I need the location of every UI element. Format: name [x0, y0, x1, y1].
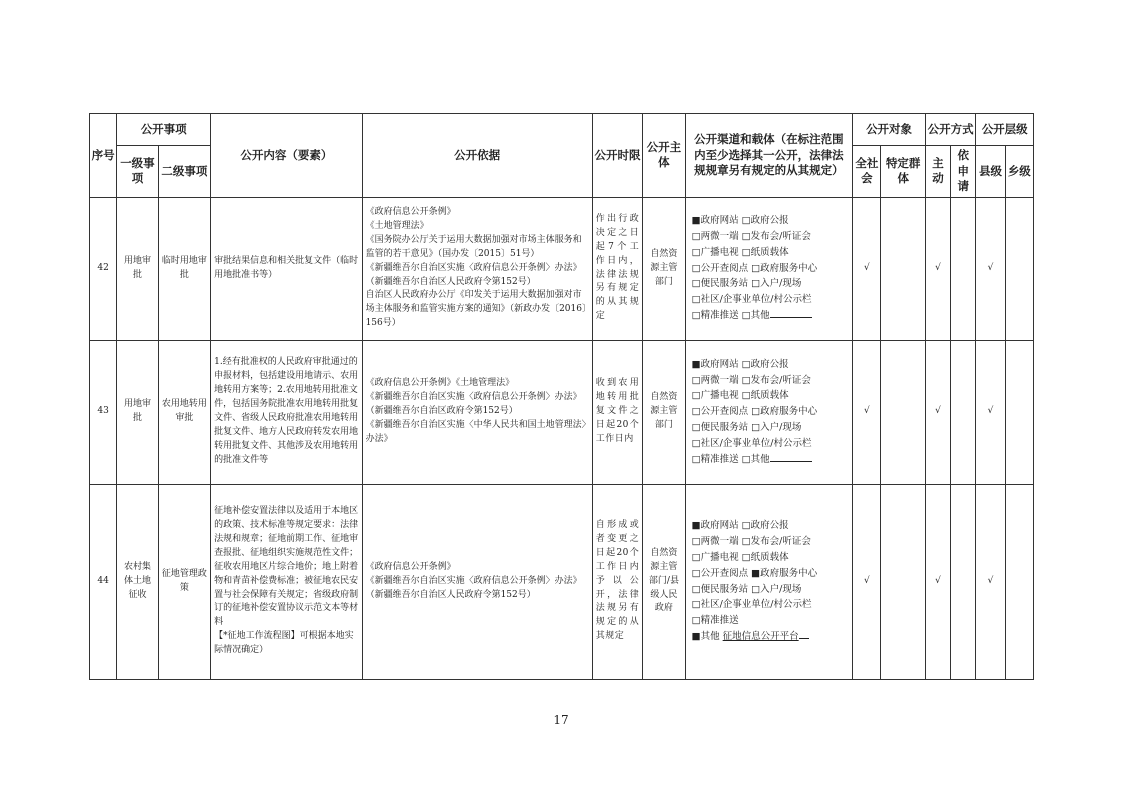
table-row [90, 197, 1034, 340]
header-method: 公开方式 [925, 114, 975, 146]
header-audience: 公开对象 [853, 114, 926, 146]
channel-option[interactable]: □便民服务站 [691, 583, 749, 595]
row-township [1005, 484, 1033, 679]
channel-option[interactable]: □精准推送 [691, 615, 739, 627]
row-level1: 用地审批 [117, 340, 158, 484]
channel-option[interactable]: □其他 [741, 310, 770, 322]
channel-line [692, 213, 847, 229]
channel-option[interactable]: □政府公报 [741, 358, 789, 370]
channel-line [692, 357, 847, 373]
channel-line [692, 629, 847, 645]
channel-option[interactable]: □纸质载体 [741, 246, 789, 258]
row-subject: 自然资源主管部门/县级人民政府 [643, 484, 685, 679]
row-time-limit: 作出行政决定之日起7个工作日内，法律法规另有规定的从其规定 [592, 197, 642, 340]
header-subject: 公开主体 [643, 114, 685, 198]
channel-option[interactable]: ■政府服务中心 [751, 567, 818, 579]
channel-option[interactable]: □精准推送 [691, 310, 739, 322]
header-level2: 二级事项 [158, 146, 211, 198]
channel-option[interactable]: □其他 [741, 453, 770, 465]
channel-option[interactable]: □入户/现场 [751, 421, 802, 433]
header-specific-group: 特定群体 [881, 146, 925, 198]
channel-line [692, 613, 847, 629]
row-specific-group [881, 340, 925, 484]
channel-option[interactable]: □入户/现场 [751, 278, 802, 290]
channel-option[interactable]: □社区/企事业单位/村公示栏 [691, 294, 812, 306]
channel-option[interactable]: □精准推送 [691, 453, 739, 465]
channel-line [692, 582, 847, 598]
header-channel: 公开渠道和载体（在标注范围内至少选择其一公开，法律法规规章另有规定的从其规定） [685, 114, 853, 198]
channel-option[interactable]: □纸质载体 [741, 390, 789, 402]
row-basis: 《政府信息公开条例》 《新疆维吾尔自治区实施〈政府信息公开条例〉办法》（新疆维吾尔自治区人民政府令第152号） [362, 484, 592, 679]
channel-option[interactable]: □政府公报 [741, 520, 789, 532]
row-level1: 农村集体土地征收 [117, 484, 158, 679]
header-county: 县级 [976, 146, 1005, 198]
other-channel-text: 征地信息公开平台 [722, 630, 799, 642]
channel-option[interactable]: ■政府网站 [691, 215, 739, 227]
channel-option[interactable]: □发布会/听证会 [741, 231, 811, 243]
channel-line [692, 436, 847, 452]
row-channels [685, 484, 853, 679]
channel-option[interactable]: □广播电视 [691, 390, 739, 402]
header-basis: 公开依据 [362, 114, 592, 198]
channel-line [692, 566, 847, 582]
row-content: 征地补偿安置法律以及适用于本地区的政策、技术标准等规定要求：法律法规和规章；征地前期工作、征地审查报批、征地组织实施规范性文件；征收农用地区片综合地价；地上附着物和青苗补偿费标准；被征地农民安置与社会保障有关规定；省级政府制订的征地补偿安置协议示范文本等材料 【*征地工作流程图】可根据本地实际情况确定） [211, 484, 362, 679]
row-on-request [951, 340, 976, 484]
channel-line [692, 518, 847, 534]
channel-option[interactable]: ■政府网站 [691, 520, 739, 532]
channel-option[interactable]: □纸质载体 [741, 551, 789, 563]
row-seq: 42 [90, 197, 117, 340]
row-active: √ [925, 340, 950, 484]
channel-line [692, 276, 847, 292]
row-time-limit: 收到农用地转用批复文件之日起20个工作日内 [592, 340, 642, 484]
channel-line [692, 292, 847, 308]
table-row [90, 340, 1034, 484]
row-active: √ [925, 484, 950, 679]
channel-line [692, 534, 847, 550]
row-township [1005, 197, 1033, 340]
row-seq: 43 [90, 340, 117, 484]
channel-option[interactable]: □公开查阅点 [691, 567, 749, 579]
channel-option[interactable]: □政府服务中心 [751, 406, 818, 418]
channel-option[interactable]: □公开查阅点 [691, 262, 749, 274]
channel-option[interactable]: □社区/企事业单位/村公示栏 [691, 437, 812, 449]
header-township: 乡级 [1005, 146, 1033, 198]
channel-option[interactable]: ■其他 [691, 630, 720, 642]
row-specific-group [881, 197, 925, 340]
row-subject: 自然资源主管部门 [643, 197, 685, 340]
row-all-society: √ [853, 340, 881, 484]
channel-line [692, 261, 847, 277]
row-specific-group [881, 484, 925, 679]
row-time-limit: 自形成或者变更之日起20个工作日内予以公开，法律法规另有规定的从其规定 [592, 484, 642, 679]
channel-option[interactable]: ■政府网站 [691, 358, 739, 370]
header-seq: 序号 [90, 114, 117, 198]
channel-line [692, 308, 847, 324]
channel-option[interactable]: □政府公报 [741, 215, 789, 227]
channel-line [692, 452, 847, 468]
row-on-request [951, 484, 976, 679]
row-all-society: √ [853, 484, 881, 679]
row-county: √ [976, 197, 1005, 340]
row-county: √ [976, 340, 1005, 484]
row-level1: 用地审批 [117, 197, 158, 340]
row-content: 1.经有批准权的人民政府审批通过的申报材料，包括建设用地请示、农用地转用方案等；2.农用地转用批准文件，包括国务院批准农用地转用批复文件、省级人民政府批准农用地转用批复文件、地方人民政府转发农用地转用批复文件、其他涉及农用地转用的批准文件等 [211, 340, 362, 484]
table-body [90, 197, 1034, 679]
other-blank-line [799, 629, 809, 639]
header-level1: 一级事项 [117, 146, 158, 198]
channel-option[interactable]: □两微一端 [691, 374, 739, 386]
header-all-society: 全社会 [853, 146, 881, 198]
channel-line [692, 404, 847, 420]
other-blank-line [770, 452, 812, 462]
row-all-society: √ [853, 197, 881, 340]
table-row [90, 484, 1034, 679]
row-seq: 44 [90, 484, 117, 679]
channel-line [692, 245, 847, 261]
channel-option[interactable]: □发布会/听证会 [741, 536, 811, 548]
channel-option[interactable]: □便民服务站 [691, 278, 749, 290]
channel-option[interactable]: □发布会/听证会 [741, 374, 811, 386]
header-content: 公开内容（要素） [211, 114, 362, 198]
channel-line [692, 597, 847, 613]
header-active: 主动 [925, 146, 950, 198]
channel-line [692, 373, 847, 389]
header-level: 公开层级 [976, 114, 1034, 146]
row-channels [685, 340, 853, 484]
channel-line [692, 229, 847, 245]
row-township [1005, 340, 1033, 484]
disclosure-table [89, 113, 1034, 680]
row-level2: 临时用地审批 [158, 197, 211, 340]
row-level2: 农用地转用审批 [158, 340, 211, 484]
row-basis: 《政府信息公开条例》 《土地管理法》 《国务院办公厅关于运用大数据加强对市场主体服务和监管的若干意见》（国办发〔2015〕51号） 《新疆维吾尔自治区实施〈政府信息公开条例〉办法》（新疆维吾尔自治区人民政府令第152号） 自治区人民政府办公厅《印发关于运用大数据加强对市场主体服务和监管实施方案的通知》（新政办发〔2016〕156号） [362, 197, 592, 340]
row-on-request [951, 197, 976, 340]
row-subject: 自然资源主管部门 [643, 340, 685, 484]
channel-option[interactable]: □广播电视 [691, 246, 739, 258]
row-channels [685, 197, 853, 340]
row-content: 审批结果信息和相关批复文件（临时用地批准书等） [211, 197, 362, 340]
channel-option[interactable]: □入户/现场 [751, 583, 802, 595]
other-blank-line [770, 308, 812, 318]
channel-option[interactable]: □两微一端 [691, 231, 739, 243]
row-county: √ [976, 484, 1005, 679]
row-active: √ [925, 197, 950, 340]
channel-option[interactable]: □便民服务站 [691, 421, 749, 433]
row-level2: 征地管理政策 [158, 484, 211, 679]
page-number: 17 [553, 713, 569, 727]
channel-option[interactable]: □广播电视 [691, 551, 739, 563]
channel-option[interactable]: □社区/企事业单位/村公示栏 [691, 599, 812, 611]
channel-line [692, 388, 847, 404]
channel-option[interactable]: □公开查阅点 [691, 406, 749, 418]
header-time-limit: 公开时限 [592, 114, 642, 198]
channel-option[interactable]: □政府服务中心 [751, 262, 818, 274]
row-basis: 《政府信息公开条例》《土地管理法》 《新疆维吾尔自治区实施〈政府信息公开条例〉办法》（新疆维吾尔自治区政府令第152号） 《新疆维吾尔自治区实施〈中华人民共和国土地管理法〉办法》 [362, 340, 592, 484]
header-item: 公开事项 [117, 114, 211, 146]
channel-line [692, 550, 847, 566]
header-on-request: 依申请 [951, 146, 976, 198]
channel-option[interactable]: □两微一端 [691, 536, 739, 548]
channel-line [692, 420, 847, 436]
